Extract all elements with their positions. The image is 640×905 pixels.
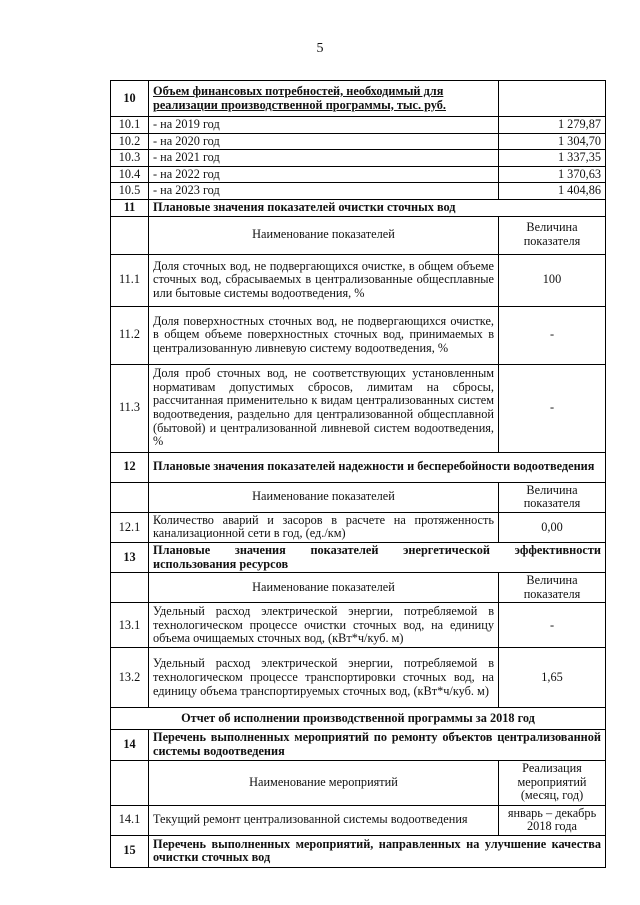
section-title: Перечень выполненных мероприятий, направленных на улучшение качества очистки сточных вод xyxy=(149,835,606,867)
row-number: 10.1 xyxy=(111,117,149,134)
row-label: - на 2023 год xyxy=(149,183,499,200)
row-label: - на 2021 год xyxy=(149,150,499,167)
row-value: 1 279,87 xyxy=(499,117,606,134)
section-15-header xyxy=(111,835,606,867)
row-text: Количество аварий и засоров в расчете на протяженность канализационной сети в год, (ед./км) xyxy=(149,512,499,542)
table-row xyxy=(111,133,606,150)
section-number: 12 xyxy=(111,452,149,482)
row-number: 10.3 xyxy=(111,150,149,167)
report-title: Отчет об исполнении производственной программы за 2018 год xyxy=(111,708,606,730)
column-header-name: Наименование мероприятий xyxy=(149,760,499,805)
column-header-value: Реализация мероприятий (месяц, год) xyxy=(499,760,606,805)
empty-cell xyxy=(111,482,149,512)
row-value: 1 404,86 xyxy=(499,183,606,200)
table-row xyxy=(111,512,606,542)
row-label: - на 2022 год xyxy=(149,166,499,183)
column-header-row xyxy=(111,573,606,603)
column-header-name: Наименование показателей xyxy=(149,216,499,254)
table-row xyxy=(111,364,606,452)
row-value: 0,00 xyxy=(499,512,606,542)
section-number: 13 xyxy=(111,542,149,572)
row-text: Удельный расход электрической энергии, потребляемой в технологическом процессе очистки сточных вод, на единицу объема очищаемых сточных вод, (кВт*ч/куб. м) xyxy=(149,603,499,648)
row-number: 11.1 xyxy=(111,254,149,306)
section-13-header xyxy=(111,542,606,572)
column-header-name: Наименование показателей xyxy=(149,573,499,603)
column-header-value: Величина показателя xyxy=(499,216,606,254)
row-label: - на 2020 год xyxy=(149,133,499,150)
column-header-value: Величина показателя xyxy=(499,482,606,512)
empty-cell xyxy=(499,81,606,117)
column-header-name: Наименование показателей xyxy=(149,482,499,512)
row-value: 1 370,63 xyxy=(499,166,606,183)
section-11-header xyxy=(111,199,606,216)
table-row xyxy=(111,183,606,200)
row-number: 13.1 xyxy=(111,603,149,648)
table-row xyxy=(111,648,606,708)
program-table xyxy=(110,80,606,868)
row-label: - на 2019 год xyxy=(149,117,499,134)
row-value: 1,65 xyxy=(499,648,606,708)
section-title: Плановые значения показателей энергетической эффективности использования ресурсов xyxy=(149,542,606,572)
row-number: 10.4 xyxy=(111,166,149,183)
table-row xyxy=(111,805,606,835)
column-header-row xyxy=(111,760,606,805)
row-text: Доля поверхностных сточных вод, не подвергающихся очистке, в общем объеме поверхностных сточных вод, принимаемых в централизованную ливневую систему водоотведения, % xyxy=(149,306,499,364)
row-number: 14.1 xyxy=(111,805,149,835)
row-number: 10.5 xyxy=(111,183,149,200)
row-text: Доля сточных вод, не подвергающихся очистке, в общем объеме сточных вод, сбрасываемых в централизованные общесплавные или бытовые системы водоотведения, % xyxy=(149,254,499,306)
section-title: Перечень выполненных мероприятий по ремонту объектов централизованной системы водоотведения xyxy=(149,730,606,760)
row-number: 11.3 xyxy=(111,364,149,452)
section-number: 10 xyxy=(111,81,149,117)
row-text: Удельный расход электрической энергии, потребляемой в технологическом процессе транспортировки сточных вод, на единицу объема транспортируемых сточных вод, (кВт*ч/куб. м) xyxy=(149,648,499,708)
row-value: январь – декабрь 2018 года xyxy=(499,805,606,835)
row-number: 13.2 xyxy=(111,648,149,708)
table-row xyxy=(111,166,606,183)
row-value: 1 337,35 xyxy=(499,150,606,167)
row-text: Доля проб сточных вод, не соответствующих установленным нормативам допустимых сбросов, лимитам на сбросы, рассчитанная применительно к видам централизованных систем водоотведения, раздельно для централизованной общесплавной (бытовой) и централизованной ливневой систем водоотведения, % xyxy=(149,364,499,452)
row-value: - xyxy=(499,603,606,648)
table-row xyxy=(111,603,606,648)
row-text: Текущий ремонт централизованной системы водоотведения xyxy=(149,805,499,835)
row-value: 100 xyxy=(499,254,606,306)
report-title-row xyxy=(111,708,606,730)
section-12-header xyxy=(111,452,606,482)
row-number: 10.2 xyxy=(111,133,149,150)
section-title: Плановые значения показателей очистки сточных вод xyxy=(149,199,606,216)
section-title: Объем финансовых потребностей, необходимый для реализации производственной программы, тыс. руб. xyxy=(149,81,499,117)
column-header-row xyxy=(111,482,606,512)
section-14-header xyxy=(111,730,606,760)
empty-cell xyxy=(111,216,149,254)
table-row xyxy=(111,254,606,306)
table-row xyxy=(111,150,606,167)
row-value: 1 304,70 xyxy=(499,133,606,150)
section-title: Плановые значения показателей надежности и бесперебойности водоотведения xyxy=(149,452,606,482)
row-number: 11.2 xyxy=(111,306,149,364)
table-row xyxy=(111,306,606,364)
section-10-header xyxy=(111,81,606,117)
section-number: 14 xyxy=(111,730,149,760)
column-header-row xyxy=(111,216,606,254)
empty-cell xyxy=(111,760,149,805)
column-header-value: Величина показателя xyxy=(499,573,606,603)
section-number: 11 xyxy=(111,199,149,216)
empty-cell xyxy=(111,573,149,603)
row-value: - xyxy=(499,364,606,452)
row-value: - xyxy=(499,306,606,364)
page-number: 5 xyxy=(316,41,324,56)
table-row xyxy=(111,117,606,134)
section-number: 15 xyxy=(111,835,149,867)
row-number: 12.1 xyxy=(111,512,149,542)
